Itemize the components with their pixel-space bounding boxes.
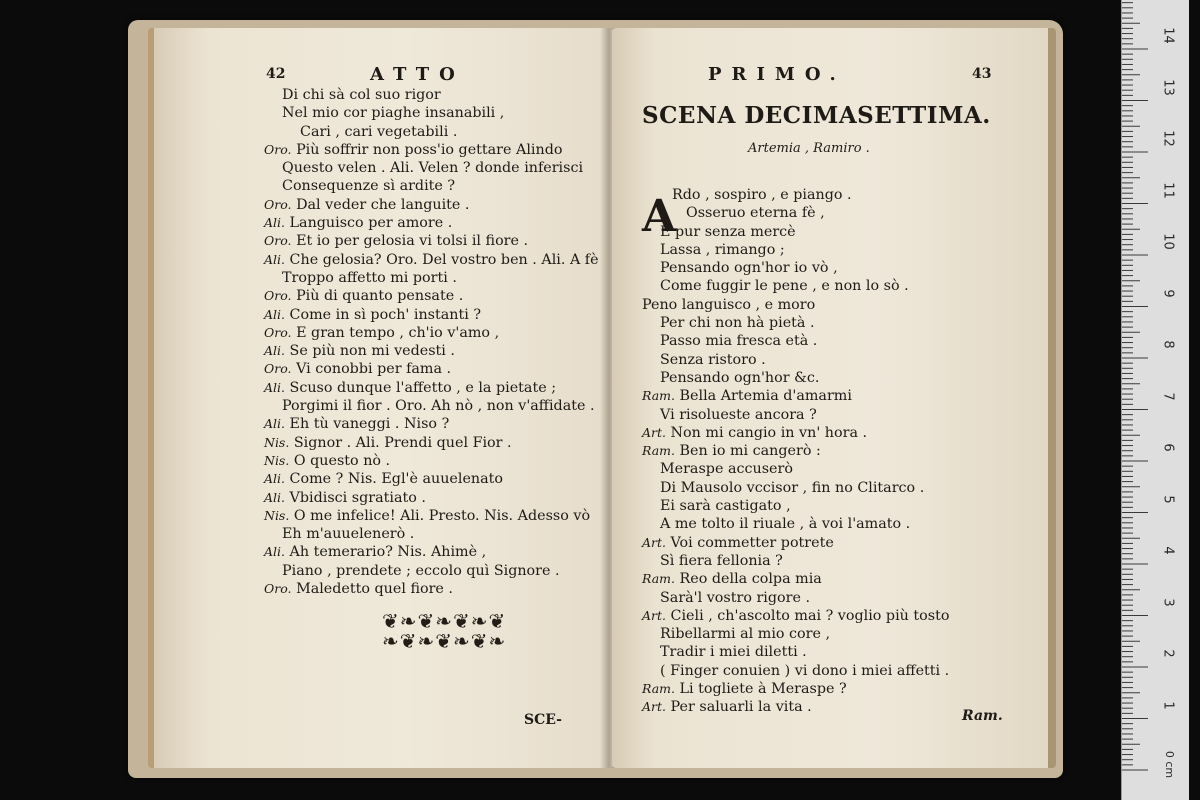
ruler-number: 11 xyxy=(1160,181,1176,199)
text-line xyxy=(264,104,599,122)
speaker-label: Oro. xyxy=(264,324,292,340)
speaker-label: Ali. xyxy=(264,379,285,395)
text-line xyxy=(642,625,949,643)
speaker-label: Ram. xyxy=(642,681,675,697)
line-text: Peno languisco , e moro xyxy=(642,296,816,313)
speaker-label: Nis. xyxy=(264,507,290,523)
speaker-label: Ali. xyxy=(264,544,285,560)
line-text: Lassa , rimango ; xyxy=(660,241,785,258)
text-line xyxy=(264,141,599,159)
text-line xyxy=(642,277,949,295)
line-text: Troppo affetto mi porti . xyxy=(282,269,457,286)
line-text: Sarà'l vostro rigore . xyxy=(660,589,811,606)
text-line xyxy=(642,534,949,552)
text-line xyxy=(264,214,599,232)
text-line xyxy=(264,360,599,378)
speaker-label: Nis. xyxy=(264,452,290,468)
speaker-label: Art. xyxy=(642,534,666,550)
line-text: Languisco per amore . xyxy=(289,215,453,232)
ruler-number: 1 xyxy=(1160,700,1176,710)
speaker-label: Art. xyxy=(642,424,666,440)
line-text: Per chi non hà pietà . xyxy=(660,315,815,332)
text-line xyxy=(642,643,949,661)
text-line xyxy=(642,589,949,607)
line-text: Passo mia fresca età . xyxy=(660,333,818,350)
ornament-row: ❧❦❧❦❧❦❧ xyxy=(382,629,507,653)
line-text: ( Finger conuien ) vi dono i miei affetti . xyxy=(660,662,950,679)
ruler-number: 3 xyxy=(1160,597,1176,607)
speaker-label: Ali. xyxy=(264,489,285,505)
line-text: Piano , prendete ; eccolo quì Signore . xyxy=(282,562,560,579)
text-line xyxy=(642,332,949,350)
text-line xyxy=(264,434,599,452)
ruler-number: 14 xyxy=(1160,27,1176,44)
text-line xyxy=(264,159,599,177)
ruler-ticks xyxy=(1122,0,1189,800)
line-text: Porgimi il fior . Oro. Ah nò , non v'affidate . xyxy=(282,398,595,415)
line-text: Senza ristoro . xyxy=(660,351,766,368)
text-line xyxy=(642,460,949,478)
text-line xyxy=(642,369,949,387)
text-line xyxy=(642,570,949,588)
text-line xyxy=(264,306,599,324)
line-text: O me infelice! Ali. Presto. Nis. Adesso vò xyxy=(293,507,591,524)
text-line xyxy=(642,259,949,277)
line-text: Questo velen . Ali. Velen ? donde inferisci xyxy=(282,160,584,177)
text-line xyxy=(264,86,599,104)
text-line xyxy=(642,387,949,405)
text-line xyxy=(642,607,949,625)
ruler-number: 8 xyxy=(1160,340,1176,349)
line-text: Non mi cangio in vn' hora . xyxy=(670,424,868,441)
text-line xyxy=(642,698,949,716)
ruler-number: 10 xyxy=(1160,233,1176,250)
speaker-label: Ali. xyxy=(264,343,285,359)
line-text: O questo nò . xyxy=(293,452,391,469)
line-text: Eh m'auuelenerò . xyxy=(282,526,415,543)
line-text: Che gelosia? Oro. Del vostro ben . Ali. A fè xyxy=(289,251,599,268)
speaker-label: Oro. xyxy=(264,196,292,212)
line-text: Bella Artemia d'amarmi xyxy=(679,388,852,405)
text-line xyxy=(264,525,599,543)
speaker-label: Art. xyxy=(642,699,666,715)
open-book xyxy=(128,20,1063,778)
left-running-header: ATTO xyxy=(370,64,465,85)
ruler-number: 7 xyxy=(1160,391,1176,401)
line-text: Come fuggir le pene , e non lo sò . xyxy=(660,278,909,295)
right-text-block xyxy=(642,186,949,717)
text-line xyxy=(642,406,949,424)
speaker-label: Ram. xyxy=(642,571,675,587)
speaker-label: Oro. xyxy=(264,581,292,597)
speaker-label: Art. xyxy=(642,607,666,623)
text-line xyxy=(264,470,599,488)
line-text: Reo della colpa mia xyxy=(679,571,822,588)
text-line xyxy=(264,580,599,598)
text-line xyxy=(642,314,949,332)
line-text: Pensando ogn'hor &c. xyxy=(660,369,820,386)
left-page-number: 42 xyxy=(266,66,286,82)
printer-ornament xyxy=(382,611,506,651)
text-line xyxy=(264,452,599,470)
line-text: Li togliete à Meraspe ? xyxy=(679,681,847,698)
drop-cap: A xyxy=(642,191,677,242)
text-line xyxy=(264,287,599,305)
text-line xyxy=(642,552,949,570)
ruler-number: 5 xyxy=(1160,494,1176,504)
text-line xyxy=(642,515,949,533)
text-line xyxy=(642,186,949,204)
text-line xyxy=(264,232,599,250)
speaker-label: Oro. xyxy=(264,141,292,157)
right-catchword: Ram. xyxy=(962,708,1003,724)
line-text: Scuso dunque l'affetto , e la pietate ; xyxy=(289,379,557,396)
line-text: Meraspe accuserò xyxy=(660,461,793,478)
text-line xyxy=(642,479,949,497)
ornament-row: ❦❧❦❧❦❧❦ xyxy=(382,609,507,633)
line-text: Signor . Ali. Prendi quel Fior . xyxy=(293,434,512,451)
text-line xyxy=(264,177,599,195)
ruler-unit-label: 0 cm xyxy=(1163,750,1177,779)
left-text-block xyxy=(264,86,599,598)
text-line xyxy=(264,507,599,525)
text-line xyxy=(264,324,599,342)
text-line xyxy=(264,123,599,141)
text-line xyxy=(264,543,599,561)
text-line xyxy=(642,296,949,314)
left-catchword: SCE- xyxy=(524,712,562,728)
right-page-number: 43 xyxy=(972,66,992,82)
line-text: Osseruo eterna fè , xyxy=(686,205,825,222)
line-text: Più di quanto pensate . xyxy=(296,288,464,305)
line-text: Nel mio cor piaghe insanabili , xyxy=(282,105,505,122)
speaker-label: Ali. xyxy=(264,416,285,432)
line-text: Come ? Nis. Egl'è auuelenato xyxy=(289,471,503,488)
right-page xyxy=(612,28,1056,768)
line-text: Ribellarmi al mio core , xyxy=(660,626,831,643)
text-line xyxy=(264,379,599,397)
line-text: Rdo , sospiro , e piango . xyxy=(672,187,852,203)
line-text: Di Mausolo vccisor , fin no Clitarco . xyxy=(660,479,925,496)
line-text: Vi conobbi per fama . xyxy=(296,361,452,378)
line-text: Cieli , ch'ascolto mai ? voglio più tosto xyxy=(670,607,950,624)
text-line xyxy=(642,204,949,222)
text-line xyxy=(642,424,949,442)
text-line xyxy=(264,489,599,507)
line-text: Ben io mi cangerò : xyxy=(679,443,821,460)
text-line xyxy=(642,241,949,259)
ruler-number: 12 xyxy=(1160,130,1176,147)
line-text: Di chi sà col suo rigor xyxy=(282,87,441,103)
scene-title: SCENA DECIMASETTIMA. xyxy=(642,102,991,129)
line-text: Per saluarli la vita . xyxy=(670,699,812,716)
speaker-label: Oro. xyxy=(264,361,292,377)
line-text: E gran tempo , ch'io v'amo , xyxy=(296,324,500,341)
line-text: Dal veder che languite . xyxy=(296,196,470,213)
line-text: A me tolto il riuale , à voi l'amato . xyxy=(660,516,911,533)
text-line xyxy=(264,562,599,580)
ruler-number: 4 xyxy=(1160,546,1176,555)
line-text: Voi commetter potrete xyxy=(670,534,834,551)
line-text: Cari , cari vegetabili . xyxy=(300,123,458,140)
text-line xyxy=(642,351,949,369)
line-text: E pur senza mercè xyxy=(660,223,796,240)
text-line xyxy=(264,251,599,269)
text-line xyxy=(264,415,599,433)
line-text: Ei sarà castigato , xyxy=(660,498,791,515)
ruler-number: 9 xyxy=(1160,288,1176,298)
line-text: Vbidisci sgratiato . xyxy=(289,489,426,506)
line-text: Maledetto quel fiore . xyxy=(296,581,453,598)
text-line xyxy=(264,269,599,287)
speaker-label: Ram. xyxy=(642,388,675,404)
speaker-label: Ali. xyxy=(264,306,285,322)
line-text: Se più non mi vedesti . xyxy=(289,343,455,360)
ruler-number: 6 xyxy=(1160,443,1176,452)
text-line xyxy=(642,497,949,515)
text-line xyxy=(264,397,599,415)
text-line xyxy=(264,196,599,214)
scene-characters: Artemia , Ramiro . xyxy=(748,141,870,156)
measuring-ruler xyxy=(1121,0,1189,800)
speaker-label: Ali. xyxy=(264,251,285,267)
text-line xyxy=(642,680,949,698)
speaker-label: Oro. xyxy=(264,288,292,304)
line-text: Come in sì poch' instanti ? xyxy=(289,306,482,323)
line-text: Pensando ogn'hor io vò , xyxy=(660,260,838,277)
speaker-label: Ali. xyxy=(264,215,285,231)
line-text: Tradir i miei diletti . xyxy=(660,644,807,661)
speaker-label: Ali. xyxy=(264,471,285,487)
text-line xyxy=(642,442,949,460)
ruler-number: 13 xyxy=(1160,78,1176,96)
speaker-label: Nis. xyxy=(264,434,290,450)
left-page xyxy=(148,28,614,768)
line-text: Sì fiera fellonia ? xyxy=(660,552,783,569)
speaker-label: Ram. xyxy=(642,443,675,459)
text-line xyxy=(642,662,949,680)
right-running-header: PRIMO. xyxy=(708,64,846,85)
line-text: Più soffrir non poss'io gettare Alindo xyxy=(296,141,563,158)
line-text: Vi risolueste ancora ? xyxy=(660,406,817,423)
text-line xyxy=(264,342,599,360)
text-line xyxy=(642,223,949,241)
line-text: Et io per gelosia vi tolsi il fiore . xyxy=(296,233,529,250)
line-text: Ah temerario? Nis. Ahimè , xyxy=(289,544,487,561)
line-text: Eh tù vaneggi . Niso ? xyxy=(289,416,450,433)
speaker-label: Oro. xyxy=(264,233,292,249)
ruler-number: 2 xyxy=(1160,649,1176,658)
line-text: Consequenze sì ardite ? xyxy=(282,178,456,195)
